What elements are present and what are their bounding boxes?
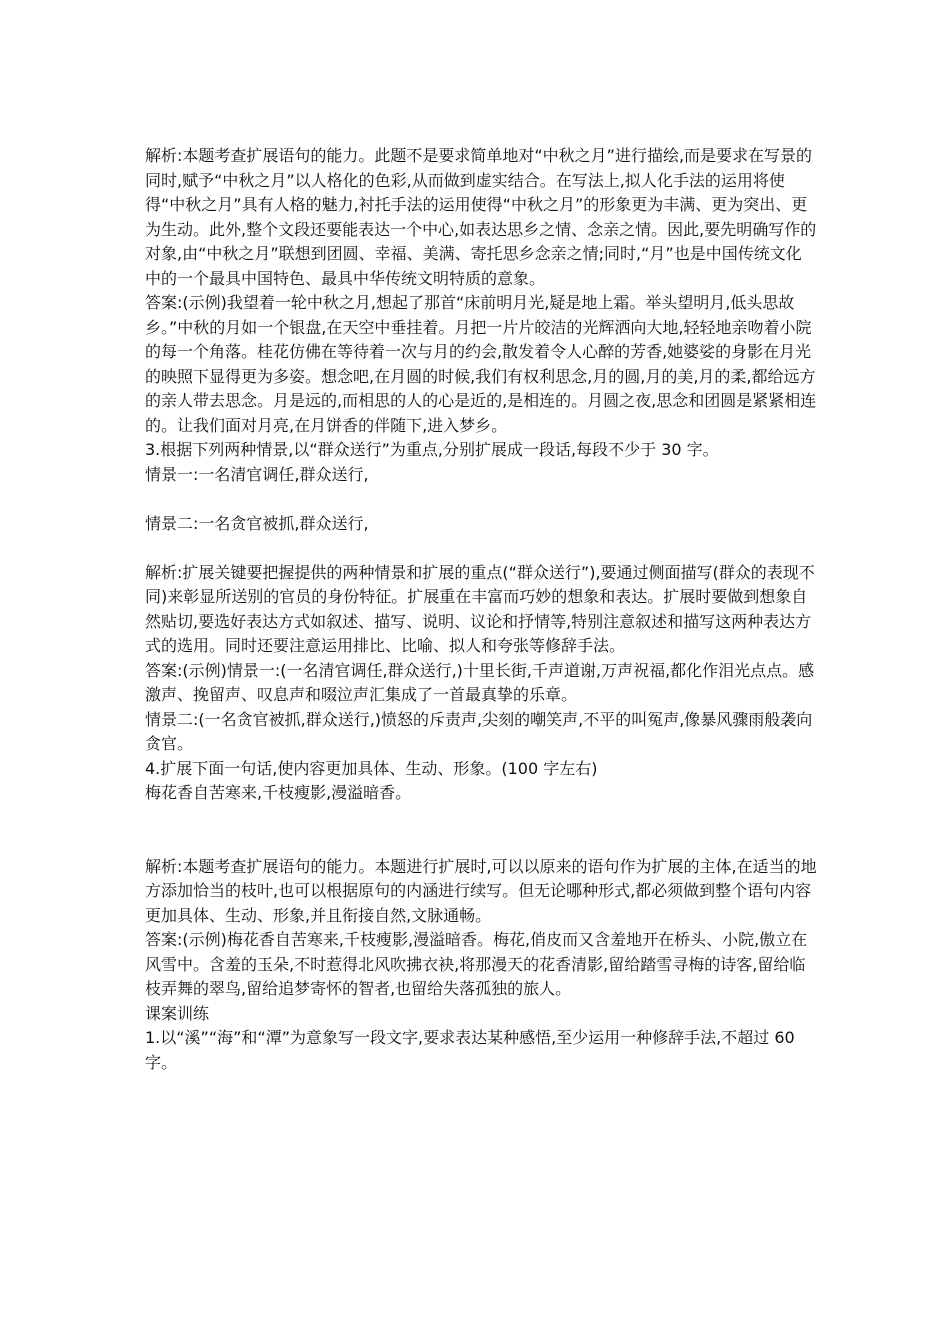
scenario-2: 情景二:一名贪官被抓,群众送行, — [145, 513, 369, 533]
scenario-1: 情景一:一名清官调任,群众送行, — [145, 464, 369, 484]
answer-paragraph-2: 答案:(示例)情景一:(一名清官调任,群众送行,)十里长街,千声道谢,万声祝福,都化作泪光点点。感激声、挽留声、叹息声和啜泣声汇集成了一首最真挚的乐章。 — [145, 660, 815, 704]
analysis-paragraph-2: 解析:扩展关键要把握提供的两种情景和扩展的重点(“群众送行”),要通过侧面描写(群众的表现不同)来彰显所送别的官员的身份特征。扩展重在丰富而巧妙的想象和表达。扩展时要做到想象自然贴切,要选好表达方式如叙述、描写、说明、议论和抒情等,特别注意叙述和描写这两种表达方式的选用。同时还要注意运用排比、比喻、拟人和夸张等修辞手法。 — [145, 562, 815, 655]
exercise-1: 1.以“溪”“海”和“潭”为意象写一段文字,要求表达某种感悟,至少运用一种修辞手法,不超过 60 字。 — [145, 1028, 800, 1072]
answer-paragraph-3: 答案:(示例)梅花香自苦寒来,千枝瘦影,漫溢暗香。梅花,俏皮而又含羞地开在桥头、小院,傲立在风雪中。含羞的玉朵,不时惹得北风吹拂衣袂,将那漫天的花香清影,留给踏雪寻梅的诗客,留给临枝弄舞的翠鸟,留给追梦寄怀的智者,也留给失落孤独的旅人。 — [145, 930, 808, 998]
question-4-sentence: 梅花香自苦寒来,千枝瘦影,漫溢暗香。 — [145, 783, 412, 802]
blank-line — [145, 536, 817, 561]
section-heading: 课案训练 — [145, 1003, 210, 1023]
question-3: 3.根据下列两种情景,以“群众送行”为重点,分别扩展成一段话,每段不少于 30 字。 — [145, 440, 719, 459]
analysis-paragraph-1: 解析:本题考查扩展语句的能力。此题不是要求简单地对“中秋之月”进行描绘,而是要求在写景的同时,赋予“中秋之月”以人格化的色彩,从而做到虚实结合。在写法上,拟人化手法的运用将使得“中秋之月”具有人格的魅力,衬托手法的运用使得“中秋之月”的形象更为丰满、更为突出、更为生动。此外,整个文段还要能表达一个中心,如表达思乡之情、念亲之情。因此,要先明确写作的对象,由“中秋之月”联想到团圆、幸福、美满、寄托思乡念亲之情;同时,“月”也是中国传统文化中的一个最具中国特色、最具中华传统文明特质的意象。 — [145, 146, 817, 288]
blank-lines — [145, 806, 817, 855]
question-4: 4.扩展下面一句话,使内容更加具体、生动、形象。(100 字左右) — [145, 758, 598, 778]
blank-line — [145, 487, 817, 512]
answer-scenario-2: 情景二:(一名贪官被抓,群众送行,)愤怒的斥责声,尖刻的嘲笑声,不平的叫冤声,像暴风骤雨般袭向贪官。 — [145, 709, 813, 753]
answer-paragraph-1: 答案:(示例)我望着一轮中秋之月,想起了那首“床前明月光,疑是地上霜。举头望明月,低头思故乡。”中秋的月如一个银盘,在天空中垂挂着。月把一片片皎洁的光辉洒向大地,轻轻地亲吻着小院的每一个角落。桂花仿佛在等待着一次与月的约会,散发着令人心醉的芳香,她婆娑的身影在月光的映照下显得更为多姿。想念吧,在月圆的时候,我们有权利思念,月的圆,月的美,月的柔,都给远方的亲人带去思念。月是远的,而相思的人的心是近的,是相连的。月圆之夜,思念和团圆是紧紧相连的。让我们面对月亮,在月饼香的伴随下,进入梦乡。 — [145, 293, 817, 435]
analysis-paragraph-3: 解析:本题考查扩展语句的能力。本题进行扩展时,可以以原来的语句作为扩展的主体,在适当的地方添加恰当的枝叶,也可以根据原句的内涵进行续写。但无论哪种形式,都必须做到整个语句内容更加具体、生动、形象,并且衔接自然,文脉通畅。 — [145, 856, 817, 925]
document-body — [145, 144, 817, 1075]
